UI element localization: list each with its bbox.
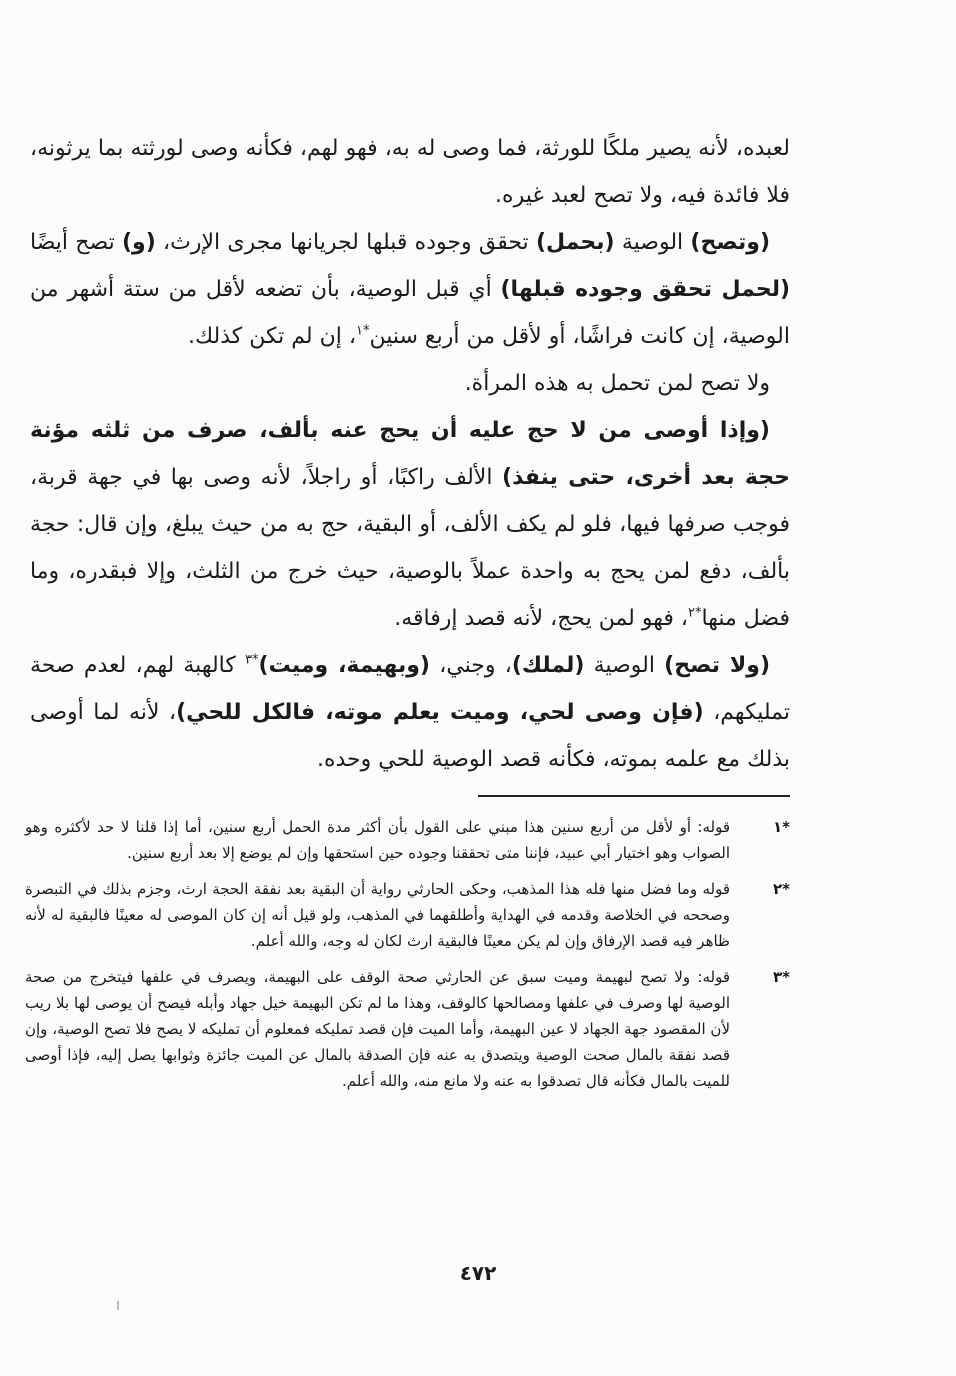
footnote-1 (25, 814, 790, 866)
bold-phrase: (بحمل) (535, 230, 615, 255)
text-run: الوصية (614, 230, 691, 255)
footnote-ref-3[interactable]: *٣ (245, 652, 259, 668)
footnote-text: قوله: أو لأقل من أربع سنين هذا مبني على القول بأن أكثر مدة الحمل أربع سنين، أما إذا قلنا لا حد لأكثره وهو الصواب وهو اختيار أبي عبيد، فإننا متى تحققنا وجوده حين استحقها وإن لم يوضع إلا بعد أربع سنين. (25, 818, 730, 862)
footnotes (25, 814, 790, 1104)
text-run: الوصية (584, 653, 665, 678)
footnote-text: قوله: ولا تصح لبهيمة وميت سبق عن الحارثي صحة الوقف على البهيمة، ويصرف في علفها فيتخرج من صحة الوصية لها وصرف في علفها ومصالحها كالوقف، وهذا ما لم تكن البهيمة خيل جهاد وأبله فيصح أن يوصى لها بلا ريب لأن المقصود جهة الجهاد لا عين البهيمة، وأما الميت فإن قصد تمليكه فمعلوم أن تمليكه لا يصح فلا تصح الوصية، وإن قصد نفقة بالمال صحت الوصية ويتصدق به عنه فإن الصدقة بالمال عن الميت جائزة وثوابها يصل إليه، فإذا أوصى للميت بالمال فكأنه قال تصدقوا به عنه ولا مانع منه، والله أعلم. (25, 968, 730, 1090)
footnote-marker: *٣ (772, 968, 790, 986)
paragraph-2 (30, 219, 790, 360)
paragraph-3: ولا تصح لمن تحمل به هذه المرأة. (464, 371, 770, 396)
footnote-separator (478, 795, 790, 797)
paragraph-1: لعبده، لأنه يصير ملكًا للورثة، فما وصى له به، فهو لهم، فكأنه وصى لورثته بما يرثونه، فلا فائدة فيه، ولا تصح لعبد غيره. (30, 136, 790, 208)
footnote-text: قوله وما فضل منها فله هذا المذهب، وحكى الحارثي رواية أن البقية بعد نفقة الحجة ارث، وجزم بذلك في التبصرة وصححه في الخلاصة وقدمه في الهداية وأطلقهما في المذهب، ولو قيل أنه إن كان الموصى له معينًا فالبقية له لأنه ظاهر فيه قصد الإرفاق وإن لم يكن معينًا فالبقية ارث لكان له وجه، والله أعلم. (25, 880, 730, 950)
text-run: ، وجني، (430, 653, 512, 678)
footnote-ref-2[interactable]: *٢ (688, 605, 702, 621)
bold-phrase: (ولا تصح) (664, 653, 770, 678)
footnote-2 (25, 876, 790, 954)
bold-phrase: (وتصح) (690, 230, 770, 255)
bold-phrase: (فإن وصى لحي، وميت يعلم موته، فالكل للحي) (176, 700, 704, 725)
paragraph-4 (30, 407, 790, 642)
footnote-marker: *١ (772, 818, 790, 836)
main-text (30, 125, 790, 783)
text-run: تحقق وجوده قبلها لجريانها مجرى الإرث، (155, 230, 536, 255)
footnote-marker: *٢ (772, 880, 790, 898)
footnote-ref-1[interactable]: *١ (355, 323, 370, 339)
bold-phrase: (وبهيمة، وميت) (258, 653, 430, 678)
text-run: ، لأنه لما أوصى بذلك مع علمه بموته، فكأنه قصد الوصية للحي وحده. (30, 700, 790, 772)
text-run: تصح أيضًا (30, 230, 122, 255)
text-run: ، فهو لمن يحج، لأنه قصد إرفاقه. (394, 606, 688, 631)
text-run: أي قبل الوصية، بأن تضعه لأقل من ستة أشهر من الوصية، إن كانت فراشًا، أو لأقل من أربع سنين (30, 277, 790, 349)
page-number: ٤٧٢ (459, 1261, 497, 1285)
footnote-3 (25, 964, 790, 1094)
bold-phrase: (وإذا أوصى من لا حج عليه أن يحج عنه بألف، صرف من ثلثه مؤنة حجة بعد أخرى، حتى ينفذ) (30, 418, 790, 490)
bold-phrase: (و) (121, 230, 156, 255)
text-run: ، إن لم تكن كذلك. (188, 324, 356, 349)
text-run: كالهبة لهم، لعدم صحة تمليكهم، (30, 653, 790, 725)
text-run: الألف راكبًا، أو راجلاً، لأنه وصى بها في جهة قربة، فوجب صرفها فيها، فلو لم يكف الألف، أو البقية، حج به من حيث يبلغ، وإن قال: حجة بألف، دفع لمن يحج به واحدة عملاً بالوصية، حيث خرج من الثلث، وإلا فبقدره، وما فضل منها (30, 465, 790, 631)
bold-phrase: (لملك) (511, 653, 585, 678)
scan-speck (117, 1301, 119, 1310)
paragraph-5 (30, 642, 790, 783)
bold-phrase: (لحمل تحقق وجوده قبلها) (500, 277, 791, 302)
